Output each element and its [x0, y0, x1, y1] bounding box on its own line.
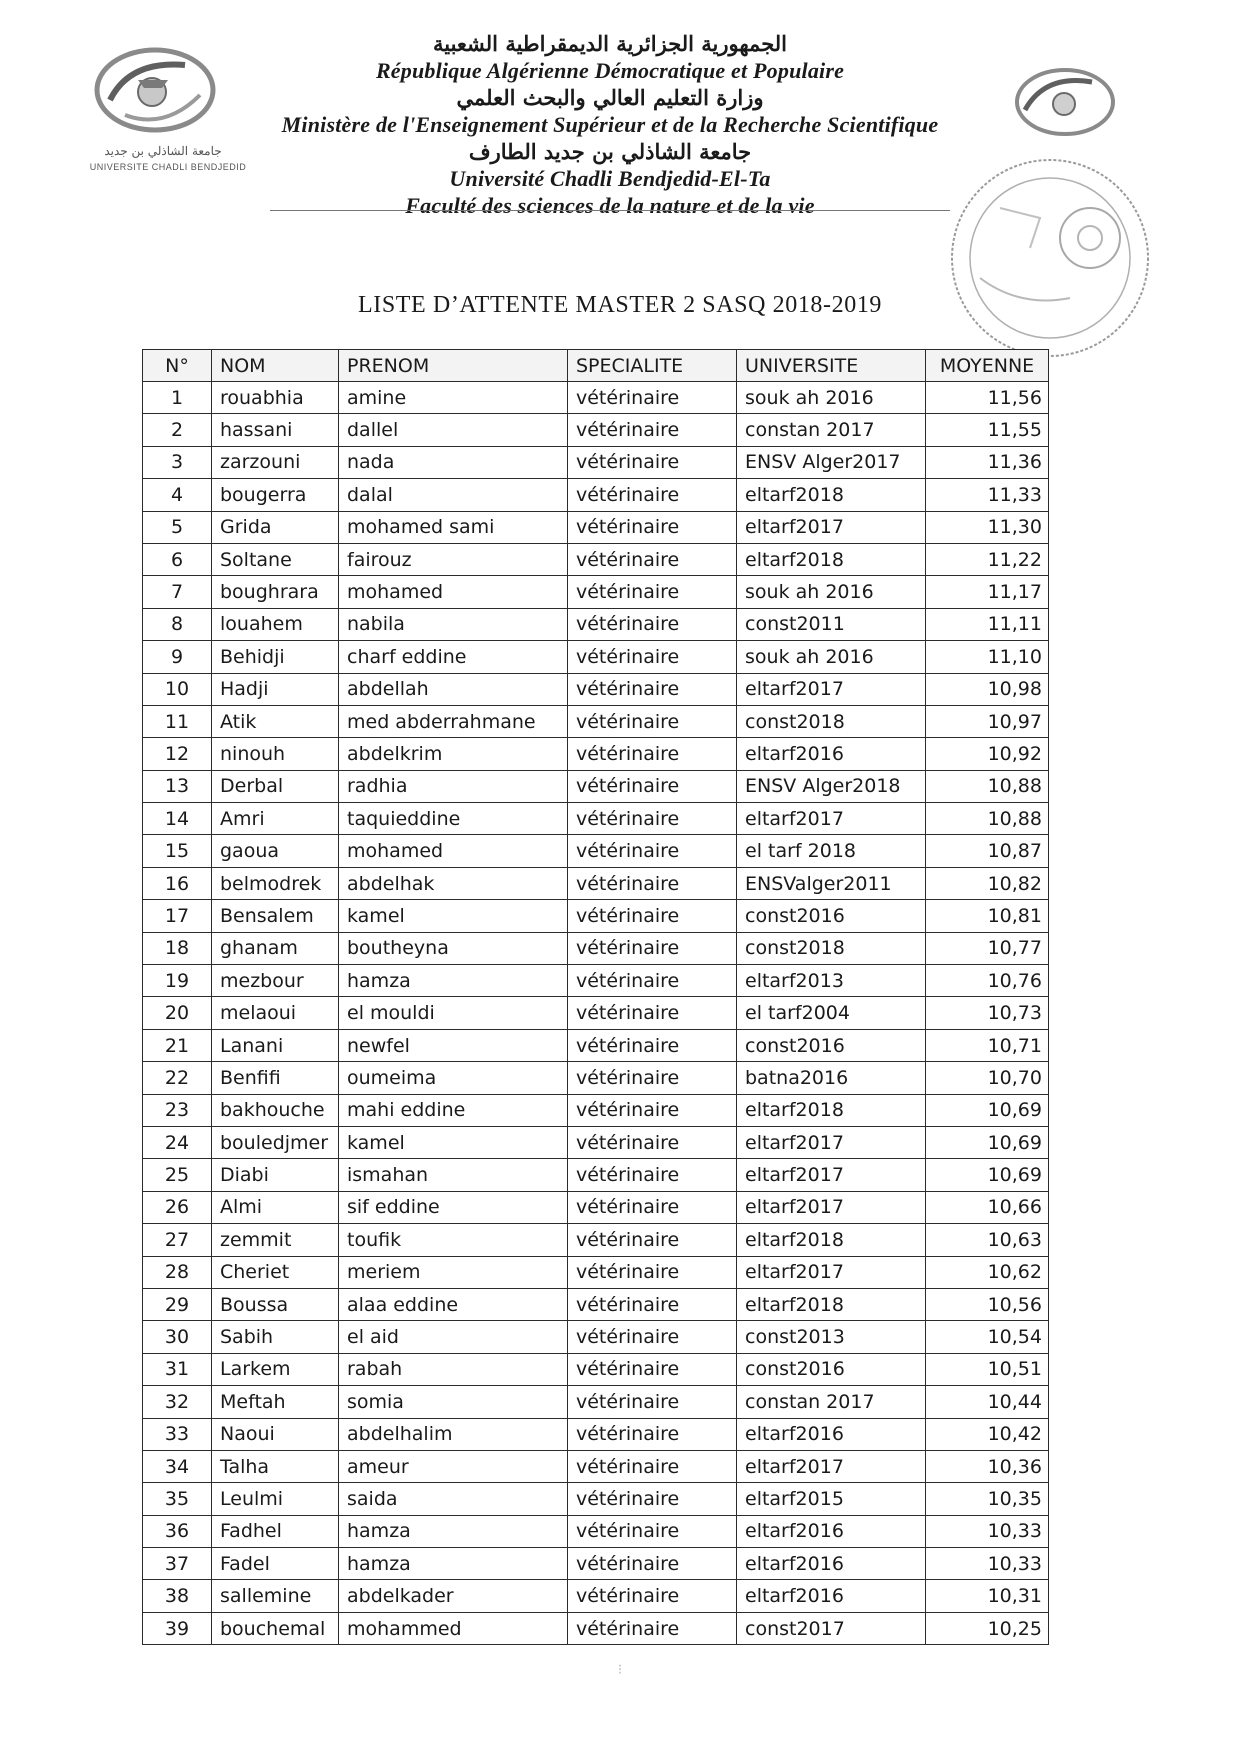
- table-row: [143, 641, 1049, 673]
- header-ministry-arabic: وزارة التعليم العالي والبحث العلمي: [456, 85, 764, 110]
- cell-moyenne: 10,35: [926, 1483, 1049, 1515]
- cell-prenom: rabah: [339, 1353, 568, 1385]
- cell-moyenne: 10,33: [926, 1515, 1049, 1547]
- cell-specialite: vétérinaire: [568, 997, 737, 1029]
- cell-universite: eltarf2016: [737, 738, 926, 770]
- cell-specialite: vétérinaire: [568, 1548, 737, 1580]
- cell-prenom: ismahan: [339, 1159, 568, 1191]
- table-row: [143, 1159, 1049, 1191]
- cell-specialite: vétérinaire: [568, 1386, 737, 1418]
- table-row: [143, 738, 1049, 770]
- cell-moyenne: 11,55: [926, 414, 1049, 446]
- cell-specialite: vétérinaire: [568, 382, 737, 414]
- cell-universite: eltarf2018: [737, 479, 926, 511]
- cell-number: 30: [143, 1321, 212, 1353]
- table-row: [143, 1126, 1049, 1158]
- cell-moyenne: 10,54: [926, 1321, 1049, 1353]
- cell-moyenne: 10,87: [926, 835, 1049, 867]
- cell-number: 33: [143, 1418, 212, 1450]
- cell-specialite: vétérinaire: [568, 932, 737, 964]
- cell-specialite: vétérinaire: [568, 1094, 737, 1126]
- cell-moyenne: 11,56: [926, 382, 1049, 414]
- table-row: [143, 1353, 1049, 1385]
- cell-specialite: vétérinaire: [568, 1418, 737, 1450]
- table-row: [143, 1321, 1049, 1353]
- table-row: [143, 511, 1049, 543]
- header-university-arabic: جامعة الشاذلي بن جديد الطارف: [468, 139, 752, 164]
- cell-moyenne: 10,63: [926, 1224, 1049, 1256]
- table-header-row: [143, 350, 1049, 382]
- cell-nom: Behidji: [212, 641, 339, 673]
- cell-moyenne: 10,69: [926, 1159, 1049, 1191]
- cell-prenom: mahi eddine: [339, 1094, 568, 1126]
- cell-universite: el tarf 2018: [737, 835, 926, 867]
- column-header-moyenne: MOYENNE: [926, 350, 1049, 382]
- cell-universite: eltarf2017: [737, 803, 926, 835]
- cell-number: 3: [143, 446, 212, 478]
- table-row: [143, 803, 1049, 835]
- table-row: [143, 770, 1049, 802]
- cell-nom: melaoui: [212, 997, 339, 1029]
- cell-moyenne: 10,76: [926, 965, 1049, 997]
- cell-number: 28: [143, 1256, 212, 1288]
- cell-prenom: abdelhak: [339, 867, 568, 899]
- cell-prenom: abdelkrim: [339, 738, 568, 770]
- cell-universite: eltarf2016: [737, 1548, 926, 1580]
- table-row: [143, 1450, 1049, 1482]
- table-row: [143, 1612, 1049, 1644]
- header-republic-arabic: الجمهورية الجزائرية الديمقراطية الشعبية: [432, 31, 787, 56]
- column-header-prenom: PRENOM: [339, 350, 568, 382]
- cell-universite: eltarf2017: [737, 1450, 926, 1482]
- cell-prenom: el mouldi: [339, 997, 568, 1029]
- cell-number: 17: [143, 900, 212, 932]
- cell-specialite: vétérinaire: [568, 543, 737, 575]
- waiting-list-table: [142, 349, 1049, 1645]
- cell-number: 16: [143, 867, 212, 899]
- cell-number: 6: [143, 543, 212, 575]
- cell-moyenne: 11,17: [926, 576, 1049, 608]
- cell-nom: Soltane: [212, 543, 339, 575]
- cell-prenom: el aid: [339, 1321, 568, 1353]
- cell-number: 21: [143, 1029, 212, 1061]
- cell-specialite: vétérinaire: [568, 414, 737, 446]
- logo-emblem-right-icon: [1010, 62, 1120, 142]
- cell-nom: Boussa: [212, 1288, 339, 1320]
- cell-nom: Leulmi: [212, 1483, 339, 1515]
- logo-emblem-icon: [90, 40, 220, 140]
- cell-nom: Lanani: [212, 1029, 339, 1061]
- cell-universite: eltarf2017: [737, 511, 926, 543]
- cell-moyenne: 11,22: [926, 543, 1049, 575]
- cell-nom: Amri: [212, 803, 339, 835]
- cell-universite: eltarf2017: [737, 673, 926, 705]
- cell-universite: eltarf2018: [737, 1094, 926, 1126]
- table-row: [143, 414, 1049, 446]
- cell-nom: bakhouche: [212, 1094, 339, 1126]
- header-divider: [270, 210, 950, 211]
- cell-specialite: vétérinaire: [568, 1612, 737, 1644]
- cell-nom: louahem: [212, 608, 339, 640]
- cell-number: 13: [143, 770, 212, 802]
- header-republic-french: République Algérienne Démocratique et Populaire: [375, 58, 845, 83]
- cell-number: 35: [143, 1483, 212, 1515]
- cell-prenom: mohamed sami: [339, 511, 568, 543]
- cell-specialite: vétérinaire: [568, 1450, 737, 1482]
- page-title: LISTE D’ATTENTE MASTER 2 SASQ 2018-2019: [357, 292, 883, 318]
- cell-moyenne: 10,51: [926, 1353, 1049, 1385]
- document-header: [270, 30, 950, 219]
- cell-number: 11: [143, 705, 212, 737]
- cell-nom: boughrara: [212, 576, 339, 608]
- cell-nom: gaoua: [212, 835, 339, 867]
- table-row: [143, 997, 1049, 1029]
- cell-specialite: vétérinaire: [568, 1288, 737, 1320]
- cell-nom: Naoui: [212, 1418, 339, 1450]
- cell-universite: souk ah 2016: [737, 576, 926, 608]
- table-row: [143, 1094, 1049, 1126]
- cell-nom: Talha: [212, 1450, 339, 1482]
- cell-specialite: vétérinaire: [568, 770, 737, 802]
- table-row: [143, 1548, 1049, 1580]
- table-row: [143, 867, 1049, 899]
- table-row: [143, 835, 1049, 867]
- column-header-universite: UNIVERSITE: [737, 350, 926, 382]
- cell-specialite: vétérinaire: [568, 1256, 737, 1288]
- cell-moyenne: 10,88: [926, 770, 1049, 802]
- cell-nom: zarzouni: [212, 446, 339, 478]
- table-row: [143, 1515, 1049, 1547]
- cell-moyenne: 10,31: [926, 1580, 1049, 1612]
- cell-prenom: mohamed: [339, 576, 568, 608]
- cell-number: 22: [143, 1062, 212, 1094]
- cell-prenom: dalal: [339, 479, 568, 511]
- cell-universite: eltarf2018: [737, 543, 926, 575]
- table-row: [143, 1029, 1049, 1061]
- cell-prenom: ameur: [339, 1450, 568, 1482]
- university-logo-right: [1010, 62, 1120, 142]
- cell-number: 2: [143, 414, 212, 446]
- table-row: [143, 543, 1049, 575]
- table-row: [143, 479, 1049, 511]
- cell-moyenne: 11,10: [926, 641, 1049, 673]
- cell-prenom: newfel: [339, 1029, 568, 1061]
- cell-specialite: vétérinaire: [568, 641, 737, 673]
- cell-specialite: vétérinaire: [568, 446, 737, 478]
- cell-prenom: abdelhalim: [339, 1418, 568, 1450]
- cell-universite: const2018: [737, 932, 926, 964]
- cell-nom: Hadji: [212, 673, 339, 705]
- header-ministry-french: Ministère de l'Enseignement Supérieur et de la Recherche Scientifique: [281, 112, 939, 137]
- cell-prenom: alaa eddine: [339, 1288, 568, 1320]
- cell-universite: constan 2017: [737, 1386, 926, 1418]
- cell-number: 12: [143, 738, 212, 770]
- cell-moyenne: 10,73: [926, 997, 1049, 1029]
- cell-universite: souk ah 2016: [737, 641, 926, 673]
- table-row: [143, 382, 1049, 414]
- cell-universite: eltarf2016: [737, 1580, 926, 1612]
- cell-nom: Sabih: [212, 1321, 339, 1353]
- cell-moyenne: 10,69: [926, 1126, 1049, 1158]
- cell-universite: constan 2017: [737, 414, 926, 446]
- cell-specialite: vétérinaire: [568, 1159, 737, 1191]
- cell-specialite: vétérinaire: [568, 1191, 737, 1223]
- cell-number: 20: [143, 997, 212, 1029]
- cell-specialite: vétérinaire: [568, 1126, 737, 1158]
- cell-prenom: radhia: [339, 770, 568, 802]
- column-header-specialite: SPECIALITE: [568, 350, 737, 382]
- cell-prenom: hamza: [339, 965, 568, 997]
- cell-number: 25: [143, 1159, 212, 1191]
- cell-number: 9: [143, 641, 212, 673]
- cell-universite: eltarf2015: [737, 1483, 926, 1515]
- cell-nom: Bensalem: [212, 900, 339, 932]
- cell-prenom: kamel: [339, 900, 568, 932]
- cell-nom: ninouh: [212, 738, 339, 770]
- cell-prenom: boutheyna: [339, 932, 568, 964]
- cell-number: 36: [143, 1515, 212, 1547]
- cell-prenom: amine: [339, 382, 568, 414]
- cell-specialite: vétérinaire: [568, 803, 737, 835]
- cell-nom: Grida: [212, 511, 339, 543]
- cell-number: 15: [143, 835, 212, 867]
- cell-specialite: vétérinaire: [568, 965, 737, 997]
- cell-prenom: abdellah: [339, 673, 568, 705]
- cell-prenom: oumeima: [339, 1062, 568, 1094]
- cell-moyenne: 11,33: [926, 479, 1049, 511]
- logo-caption-french: UNIVERSITE CHADLI BENDJEDID: [89, 162, 247, 172]
- cell-universite: const2017: [737, 1612, 926, 1644]
- cell-moyenne: 10,66: [926, 1191, 1049, 1223]
- cell-number: 34: [143, 1450, 212, 1482]
- cell-prenom: dallel: [339, 414, 568, 446]
- cell-moyenne: 10,92: [926, 738, 1049, 770]
- header-university-french: Université Chadli Bendjedid-El-Ta: [449, 166, 771, 191]
- cell-moyenne: 10,71: [926, 1029, 1049, 1061]
- cell-prenom: sif eddine: [339, 1191, 568, 1223]
- table-row: [143, 1288, 1049, 1320]
- cell-number: 1: [143, 382, 212, 414]
- cell-number: 24: [143, 1126, 212, 1158]
- cell-number: 7: [143, 576, 212, 608]
- cell-moyenne: 11,11: [926, 608, 1049, 640]
- cell-specialite: vétérinaire: [568, 1353, 737, 1385]
- table-row: [143, 900, 1049, 932]
- cell-prenom: mohamed: [339, 835, 568, 867]
- cell-universite: batna2016: [737, 1062, 926, 1094]
- cell-moyenne: 10,70: [926, 1062, 1049, 1094]
- cell-universite: const2016: [737, 900, 926, 932]
- table-row: [143, 1580, 1049, 1612]
- cell-nom: bougerra: [212, 479, 339, 511]
- cell-prenom: saida: [339, 1483, 568, 1515]
- cell-prenom: kamel: [339, 1126, 568, 1158]
- cell-moyenne: 11,36: [926, 446, 1049, 478]
- cell-number: 39: [143, 1612, 212, 1644]
- table-row: [143, 1483, 1049, 1515]
- cell-number: 38: [143, 1580, 212, 1612]
- cell-specialite: vétérinaire: [568, 1580, 737, 1612]
- cell-nom: Atik: [212, 705, 339, 737]
- cell-universite: const2018: [737, 705, 926, 737]
- table-row: [143, 1386, 1049, 1418]
- cell-moyenne: 10,56: [926, 1288, 1049, 1320]
- table-row: [143, 1191, 1049, 1223]
- cell-nom: zemmit: [212, 1224, 339, 1256]
- cell-specialite: vétérinaire: [568, 479, 737, 511]
- cell-number: 27: [143, 1224, 212, 1256]
- cell-prenom: nada: [339, 446, 568, 478]
- table-row: [143, 1418, 1049, 1450]
- cell-nom: bouchemal: [212, 1612, 339, 1644]
- cell-universite: eltarf2013: [737, 965, 926, 997]
- cell-specialite: vétérinaire: [568, 1029, 737, 1061]
- cell-moyenne: 11,30: [926, 511, 1049, 543]
- cell-moyenne: 10,88: [926, 803, 1049, 835]
- official-stamp-icon: [940, 148, 1190, 378]
- cell-prenom: taquieddine: [339, 803, 568, 835]
- table-row: [143, 608, 1049, 640]
- table-row: [143, 965, 1049, 997]
- cell-moyenne: 10,62: [926, 1256, 1049, 1288]
- table-row: [143, 932, 1049, 964]
- cell-specialite: vétérinaire: [568, 900, 737, 932]
- table-row: [143, 446, 1049, 478]
- logo-caption-arabic: جامعة الشاذلي بن جديد: [104, 144, 222, 158]
- cell-nom: Benfifi: [212, 1062, 339, 1094]
- cell-number: 32: [143, 1386, 212, 1418]
- cell-universite: el tarf2004: [737, 997, 926, 1029]
- table-row: [143, 1256, 1049, 1288]
- cell-nom: belmodrek: [212, 867, 339, 899]
- cell-moyenne: 10,77: [926, 932, 1049, 964]
- cell-nom: hassani: [212, 414, 339, 446]
- cell-universite: ENSV Alger2017: [737, 446, 926, 478]
- cell-number: 23: [143, 1094, 212, 1126]
- cell-prenom: toufik: [339, 1224, 568, 1256]
- cell-number: 37: [143, 1548, 212, 1580]
- cell-specialite: vétérinaire: [568, 1515, 737, 1547]
- cell-universite: const2016: [737, 1353, 926, 1385]
- cell-nom: mezbour: [212, 965, 339, 997]
- table-row: [143, 576, 1049, 608]
- cell-number: 4: [143, 479, 212, 511]
- table-row: [143, 673, 1049, 705]
- cell-prenom: meriem: [339, 1256, 568, 1288]
- cell-nom: bouledjmer: [212, 1126, 339, 1158]
- cell-number: 29: [143, 1288, 212, 1320]
- scan-mark-icon: ⁝: [617, 1662, 623, 1678]
- cell-nom: Cheriet: [212, 1256, 339, 1288]
- cell-universite: ENSV Alger2018: [737, 770, 926, 802]
- cell-number: 31: [143, 1353, 212, 1385]
- cell-nom: Fadel: [212, 1548, 339, 1580]
- cell-nom: rouabhia: [212, 382, 339, 414]
- cell-prenom: hamza: [339, 1515, 568, 1547]
- cell-prenom: charf eddine: [339, 641, 568, 673]
- cell-moyenne: 10,42: [926, 1418, 1049, 1450]
- cell-prenom: fairouz: [339, 543, 568, 575]
- cell-moyenne: 10,44: [926, 1386, 1049, 1418]
- cell-number: 8: [143, 608, 212, 640]
- cell-specialite: vétérinaire: [568, 576, 737, 608]
- cell-universite: souk ah 2016: [737, 382, 926, 414]
- cell-moyenne: 10,97: [926, 705, 1049, 737]
- cell-nom: Derbal: [212, 770, 339, 802]
- cell-universite: const2016: [737, 1029, 926, 1061]
- cell-moyenne: 10,98: [926, 673, 1049, 705]
- column-header-nom: NOM: [212, 350, 339, 382]
- cell-specialite: vétérinaire: [568, 1062, 737, 1094]
- cell-universite: eltarf2016: [737, 1418, 926, 1450]
- cell-specialite: vétérinaire: [568, 511, 737, 543]
- cell-nom: Diabi: [212, 1159, 339, 1191]
- cell-number: 19: [143, 965, 212, 997]
- cell-prenom: med abderrahmane: [339, 705, 568, 737]
- column-header-number: N°: [143, 350, 212, 382]
- cell-specialite: vétérinaire: [568, 705, 737, 737]
- cell-specialite: vétérinaire: [568, 835, 737, 867]
- cell-universite: eltarf2018: [737, 1288, 926, 1320]
- cell-moyenne: 10,69: [926, 1094, 1049, 1126]
- table-row: [143, 1062, 1049, 1094]
- cell-universite: eltarf2018: [737, 1224, 926, 1256]
- cell-number: 26: [143, 1191, 212, 1223]
- cell-universite: const2011: [737, 608, 926, 640]
- cell-specialite: vétérinaire: [568, 673, 737, 705]
- cell-number: 5: [143, 511, 212, 543]
- cell-prenom: nabila: [339, 608, 568, 640]
- table-row: [143, 705, 1049, 737]
- cell-moyenne: 10,33: [926, 1548, 1049, 1580]
- cell-universite: ENSValger2011: [737, 867, 926, 899]
- cell-moyenne: 10,82: [926, 867, 1049, 899]
- cell-specialite: vétérinaire: [568, 738, 737, 770]
- cell-universite: eltarf2017: [737, 1191, 926, 1223]
- cell-prenom: somia: [339, 1386, 568, 1418]
- cell-universite: eltarf2016: [737, 1515, 926, 1547]
- cell-universite: eltarf2017: [737, 1159, 926, 1191]
- cell-prenom: mohammed: [339, 1612, 568, 1644]
- cell-universite: eltarf2017: [737, 1256, 926, 1288]
- cell-universite: const2013: [737, 1321, 926, 1353]
- cell-specialite: vétérinaire: [568, 608, 737, 640]
- cell-nom: Larkem: [212, 1353, 339, 1385]
- cell-moyenne: 10,81: [926, 900, 1049, 932]
- cell-prenom: hamza: [339, 1548, 568, 1580]
- cell-universite: eltarf2017: [737, 1126, 926, 1158]
- cell-prenom: abdelkader: [339, 1580, 568, 1612]
- cell-specialite: vétérinaire: [568, 1224, 737, 1256]
- table-row: [143, 1224, 1049, 1256]
- cell-moyenne: 10,36: [926, 1450, 1049, 1482]
- cell-number: 10: [143, 673, 212, 705]
- university-logo: [68, 40, 268, 180]
- cell-nom: sallemine: [212, 1580, 339, 1612]
- cell-nom: ghanam: [212, 932, 339, 964]
- cell-number: 18: [143, 932, 212, 964]
- cell-nom: Meftah: [212, 1386, 339, 1418]
- cell-number: 14: [143, 803, 212, 835]
- header-faculty: Faculté des sciences de la nature et de la vie: [405, 193, 815, 218]
- cell-specialite: vétérinaire: [568, 1321, 737, 1353]
- cell-nom: Fadhel: [212, 1515, 339, 1547]
- cell-specialite: vétérinaire: [568, 867, 737, 899]
- cell-moyenne: 10,25: [926, 1612, 1049, 1644]
- cell-nom: Almi: [212, 1191, 339, 1223]
- cell-specialite: vétérinaire: [568, 1483, 737, 1515]
